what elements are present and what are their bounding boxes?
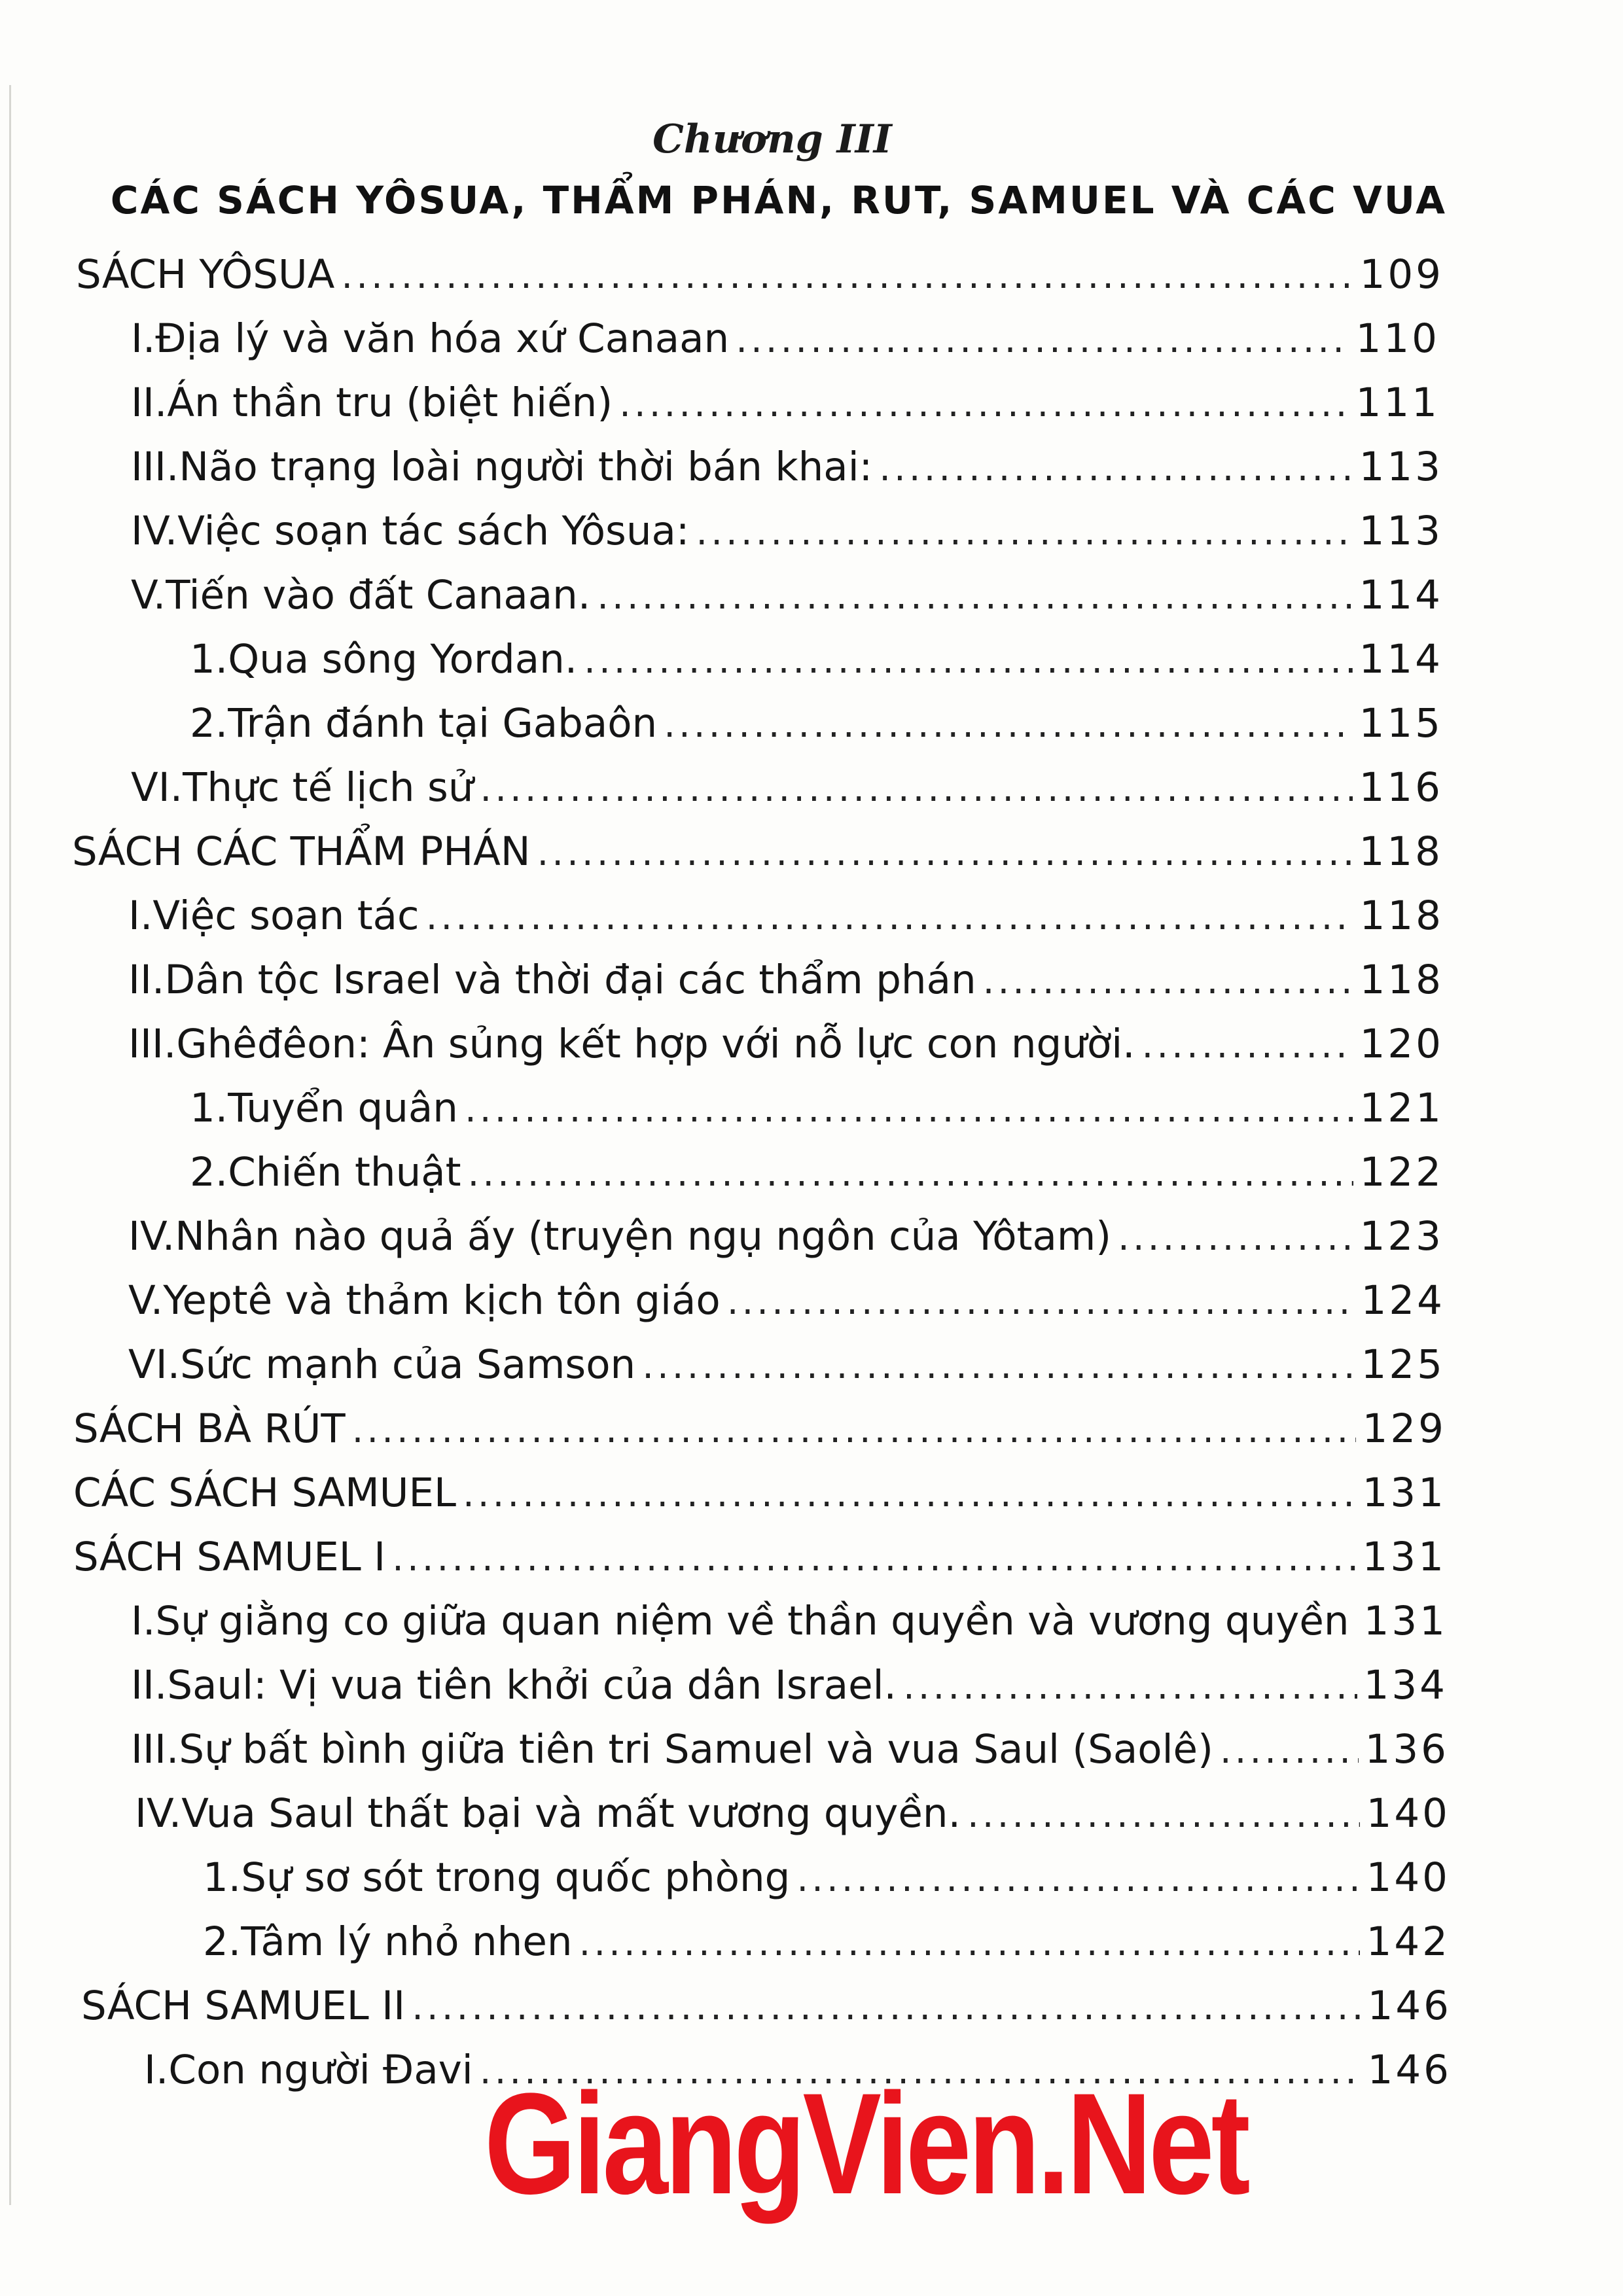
toc-page-number: 146 (1367, 1983, 1452, 2029)
toc-page-number: 142 (1366, 1918, 1450, 1965)
toc-entry-title: SÁCH SAMUEL II (81, 1983, 406, 2029)
toc-page-number: 125 (1361, 1341, 1445, 1388)
toc-entry-title: Qua sông Yordan. (228, 636, 578, 682)
dot-leader (983, 955, 1353, 1008)
toc-entry[interactable] (203, 1852, 1450, 1904)
toc-page-number: 146 (1367, 2047, 1452, 2093)
toc-entry-title: Sự giằng co giữa quan niệm về thần quyền và vương quyền (155, 1598, 1349, 1644)
dot-leader (480, 763, 1352, 815)
toc-page-number: 113 (1359, 508, 1443, 554)
toc-entry[interactable] (131, 505, 1443, 557)
toc-entry[interactable] (73, 1403, 1446, 1455)
dot-leader (727, 1276, 1355, 1328)
dot-leader (597, 571, 1352, 623)
dot-leader (642, 1340, 1354, 1392)
toc-entry-number: III. (128, 1021, 177, 1067)
toc-page-number: 140 (1366, 1790, 1450, 1837)
dot-leader (1356, 1597, 1357, 1649)
toc-entry[interactable] (128, 954, 1444, 1006)
toc-page-number: 116 (1359, 764, 1443, 811)
toc-entry-number: IV. (128, 1213, 175, 1260)
toc-entry-number: VI. (131, 764, 183, 811)
chapter-title: CÁC SÁCH YÔSUA, THẨM PHÁN, RUT, SAMUEL VÀ CÁC VUA (110, 178, 1448, 222)
toc-page-number: 111 (1355, 380, 1440, 426)
dot-leader (619, 378, 1349, 431)
toc-entry-number: IV. (131, 508, 178, 554)
toc-entry[interactable] (131, 441, 1443, 493)
toc-entry-number: 1. (190, 636, 228, 682)
toc-entry-title: Saul: Vị vua tiên khởi của dân Israel. (167, 1662, 897, 1708)
toc-entry-title: Chiến thuật (228, 1149, 461, 1195)
toc-entry-title: Án thần tru (biệt hiến) (167, 380, 613, 426)
toc-entry-number: II. (131, 380, 168, 426)
toc-entry-title: Sự sơ sót trong quốc phòng (241, 1854, 791, 1901)
toc-entry[interactable] (128, 890, 1444, 942)
toc-entry[interactable] (131, 313, 1440, 365)
toc-page-number: 131 (1362, 1470, 1446, 1516)
toc-page-number: 131 (1363, 1598, 1448, 1644)
toc-entry-number: 1. (203, 1854, 241, 1901)
toc-entry-title: Nhân nào quả ấy (truyện ngụ ngôn của Yôtam) (175, 1213, 1112, 1260)
toc-entry[interactable] (76, 249, 1444, 301)
toc-entry-number: II. (131, 1662, 168, 1708)
toc-entry-number: V. (131, 572, 166, 618)
toc-entry-title: CÁC SÁCH SAMUEL (73, 1470, 456, 1516)
toc-entry-number: 2. (203, 1918, 241, 1965)
dot-leader (352, 1404, 1356, 1457)
dot-leader (796, 1853, 1359, 1905)
toc-entry-title: Địa lý và văn hóa xứ Canaan (155, 315, 730, 362)
toc-entry[interactable] (73, 1531, 1446, 1583)
dot-leader (412, 1981, 1361, 2034)
dot-leader (879, 442, 1352, 495)
toc-entry-number: III. (131, 1726, 179, 1773)
toc-entry-title: SÁCH SAMUEL I (73, 1534, 386, 1580)
toc-page-number: 118 (1359, 957, 1444, 1003)
toc-entry[interactable] (190, 1146, 1444, 1199)
toc-entry-title: Tuyển quân (228, 1085, 458, 1131)
dot-leader (664, 699, 1352, 751)
toc-page-number: 118 (1359, 892, 1444, 939)
toc-entry[interactable] (131, 762, 1443, 814)
toc-entry-title: Việc soạn tác (152, 892, 419, 939)
toc-entry[interactable] (72, 826, 1443, 878)
toc-entry[interactable] (131, 377, 1440, 429)
toc-entry-title: Tiến vào đất Canaan. (166, 572, 591, 618)
toc-entry[interactable] (128, 1339, 1445, 1391)
dot-leader (967, 1789, 1360, 1841)
toc-entry[interactable] (135, 1788, 1450, 1840)
dot-leader (903, 1661, 1357, 1713)
toc-page-number: 114 (1359, 636, 1443, 682)
toc-page-number: 114 (1359, 572, 1443, 618)
toc-page-number: 140 (1366, 1854, 1450, 1901)
toc-entry[interactable] (128, 1275, 1445, 1327)
toc-entry-title: Trận đánh tại Gabaôn (228, 700, 658, 747)
dot-leader (1118, 1212, 1353, 1264)
toc-entry-number: 2. (190, 700, 228, 747)
toc-entry-title: Con người Đavi (168, 2047, 473, 2093)
toc-entry-title: SÁCH YÔSUA (76, 251, 335, 298)
toc-entry-title: Sức mạnh của Samson (180, 1341, 636, 1388)
toc-page-number: 121 (1359, 1085, 1444, 1131)
toc-entry-title: Ghêđêon: Ân sủng kết hợp với nỗ lực con người. (176, 1021, 1135, 1067)
toc-entry-number: 2. (190, 1149, 228, 1195)
toc-entry[interactable] (203, 1916, 1450, 1968)
dot-leader (1220, 1725, 1359, 1777)
toc-page-number: 118 (1359, 828, 1443, 875)
dot-leader (579, 1917, 1360, 1969)
dot-leader (1142, 1019, 1353, 1072)
toc-entry-title: SÁCH BÀ RÚT (73, 1405, 346, 1452)
toc-page-number: 124 (1361, 1277, 1445, 1324)
toc-entry[interactable] (131, 1659, 1448, 1712)
dot-leader (392, 1532, 1355, 1585)
dot-leader (696, 506, 1352, 559)
toc-entry-title: Dân tộc Israel và thời đại các thẩm phán (164, 957, 976, 1003)
toc-entry-title: SÁCH CÁC THẨM PHÁN (72, 828, 531, 875)
toc-entry-number: V. (128, 1277, 164, 1324)
toc-entry-number: I. (128, 892, 153, 939)
toc-entry-title: Thực tế lịch sử (183, 764, 474, 811)
toc-entry-number: I. (131, 1598, 156, 1644)
toc-entry-title: Vua Saul thất bại và mất vương quyền. (181, 1790, 961, 1837)
toc-entry-number: VI. (128, 1341, 181, 1388)
toc-entry-number: IV. (135, 1790, 182, 1837)
dot-leader (584, 635, 1352, 687)
dot-leader (537, 827, 1353, 879)
dot-leader (426, 891, 1353, 944)
toc-entry[interactable] (190, 1082, 1444, 1135)
toc-entry-number: I. (144, 2047, 169, 2093)
toc-entry-title: Sự bất bình giữa tiên tri Samuel và vua Saul (Saolê) (179, 1726, 1213, 1773)
toc-page-number: 122 (1359, 1149, 1444, 1195)
toc-entry[interactable] (131, 569, 1443, 622)
toc-page-number: 131 (1362, 1534, 1446, 1580)
toc-entry[interactable] (73, 1467, 1446, 1519)
toc-entry-number: III. (131, 444, 179, 490)
toc-entry[interactable] (128, 1210, 1444, 1263)
toc-entry-title: Tâm lý nhỏ nhen (241, 1918, 573, 1965)
toc-entry-number: 1. (190, 1085, 228, 1131)
dot-leader (465, 1084, 1353, 1136)
chapter-label: Chương III (652, 116, 892, 162)
toc-page-number: 120 (1359, 1021, 1444, 1067)
toc-entry-title: Yeptê và thảm kịch tôn giáo (163, 1277, 721, 1324)
toc-page-number: 129 (1362, 1405, 1446, 1452)
toc-entry[interactable] (131, 1595, 1448, 1648)
toc-entry[interactable] (81, 1980, 1452, 2032)
dot-leader (341, 250, 1353, 302)
toc-page-number: 136 (1364, 1726, 1449, 1773)
toc-page-number: 110 (1355, 315, 1440, 362)
toc-entry-title: Não trạng loài người thời bán khai: (179, 444, 873, 490)
toc-entry[interactable] (128, 1018, 1444, 1070)
dot-leader (736, 314, 1349, 366)
watermark: GiangVien.Net (484, 2063, 1247, 2224)
toc-entry-number: I. (131, 315, 156, 362)
toc-entry-title: Việc soạn tác sách Yôsua: (177, 508, 690, 554)
toc-page-number: 109 (1359, 251, 1444, 298)
toc-page-number: 115 (1359, 700, 1443, 747)
toc-entry[interactable] (190, 698, 1443, 750)
toc-entry[interactable] (131, 1723, 1449, 1776)
toc-page-number: 123 (1359, 1213, 1444, 1260)
toc-entry-number: II. (128, 957, 165, 1003)
dot-leader (463, 1468, 1356, 1521)
dot-leader (468, 1148, 1353, 1200)
toc-entry[interactable] (190, 633, 1443, 686)
toc-page-number: 113 (1359, 444, 1443, 490)
toc-page-number: 134 (1363, 1662, 1448, 1708)
